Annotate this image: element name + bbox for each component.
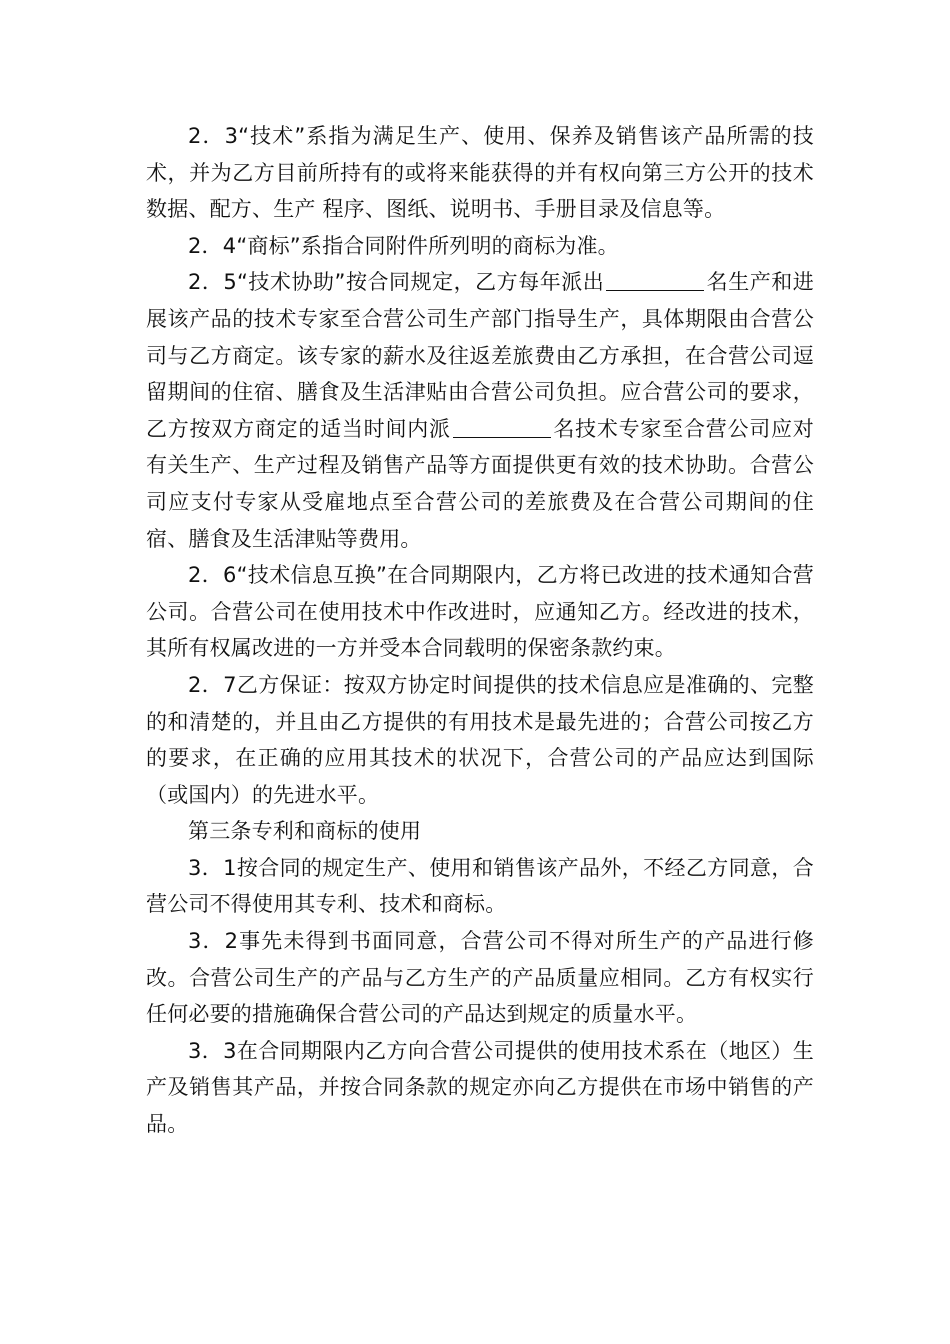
- article-3-heading: 第三条专利和商标的使用: [188, 819, 422, 844]
- clause-2-6: 2．6“技术信息互换”在合同期限内，乙方将已改进的技术通知合营公司。合营公司在使用技术中作改进时，应通知乙方。经改进的技术，其所有权属改进的一方并受本合同载明的保密条款约束。: [146, 563, 814, 661]
- clause-3-3: 3．3在合同期限内乙方向合营公司提供的使用技术系在（地区）生产及销售其产品，并按合同条款的规定亦向乙方提供在市场中销售的产品。: [146, 1038, 814, 1137]
- clause-2-4: 2．4“商标”系指合同附件所列明的商标为准。: [188, 233, 619, 258]
- document-body: [146, 118, 814, 1143]
- fill-blank-experts-count[interactable]: [606, 270, 704, 291]
- clause-3-2: 3．2事先未得到书面同意，合营公司不得对所生产的产品进行修改。合营公司生产的产品与乙方生产的产品质量应相同。乙方有权实行任何必要的措施确保合营公司的产品达到规定的质量水平。: [146, 929, 814, 1027]
- clause-2-3: 2．3“技术”系指为满足生产、使用、保养及销售该产品所需的技术，并为乙方目前所持有的或将来能获得的并有权向第三方公开的技术数据、配方、生产 程序、图纸、说明书、手册目录及信息等。: [146, 124, 814, 222]
- clause-2-5-text-a: 2．5“技术协助”按合同规定，乙方每年派出: [188, 270, 605, 295]
- clause-3-1: 3．1按合同的规定生产、使用和销售该产品外，不经乙方同意，合营公司不得使用其专利、技术和商标。: [146, 855, 814, 917]
- clause-2-5-text-c: 名技术专家至合营公司应对有关生产、生产过程及销售产品等方面提供更有效的技术协助。合营公司应支付专家从受雇地点至合营公司的差旅费及在合营公司期间的住宿、膳食及生活津贴等费用。: [146, 416, 814, 551]
- clause-2-5-text-b: 名生产和进展该产品的技术专家至合营公司生产部门指导生产，具体期限由合营公司与乙方商定。该专家的薪水及往返差旅费由乙方承担，在合营公司逗留期间的住宿、膳食及生活津贴由合营公司负担。应合营公司的要求，乙方按双方商定的适当时间内派: [146, 270, 815, 441]
- clause-2-5: [146, 264, 814, 557]
- clause-2-7: 2．7乙方保证：按双方协定时间提供的技术信息应是准确的、完整的和清楚的，并且由乙方提供的有用技术是最先进的；合营公司按乙方的要求，在正确的应用其技术的状况下，合营公司的产品应达到国际（或国内）的先进水平。: [146, 672, 814, 807]
- fill-blank-technical-experts-count[interactable]: [453, 417, 551, 438]
